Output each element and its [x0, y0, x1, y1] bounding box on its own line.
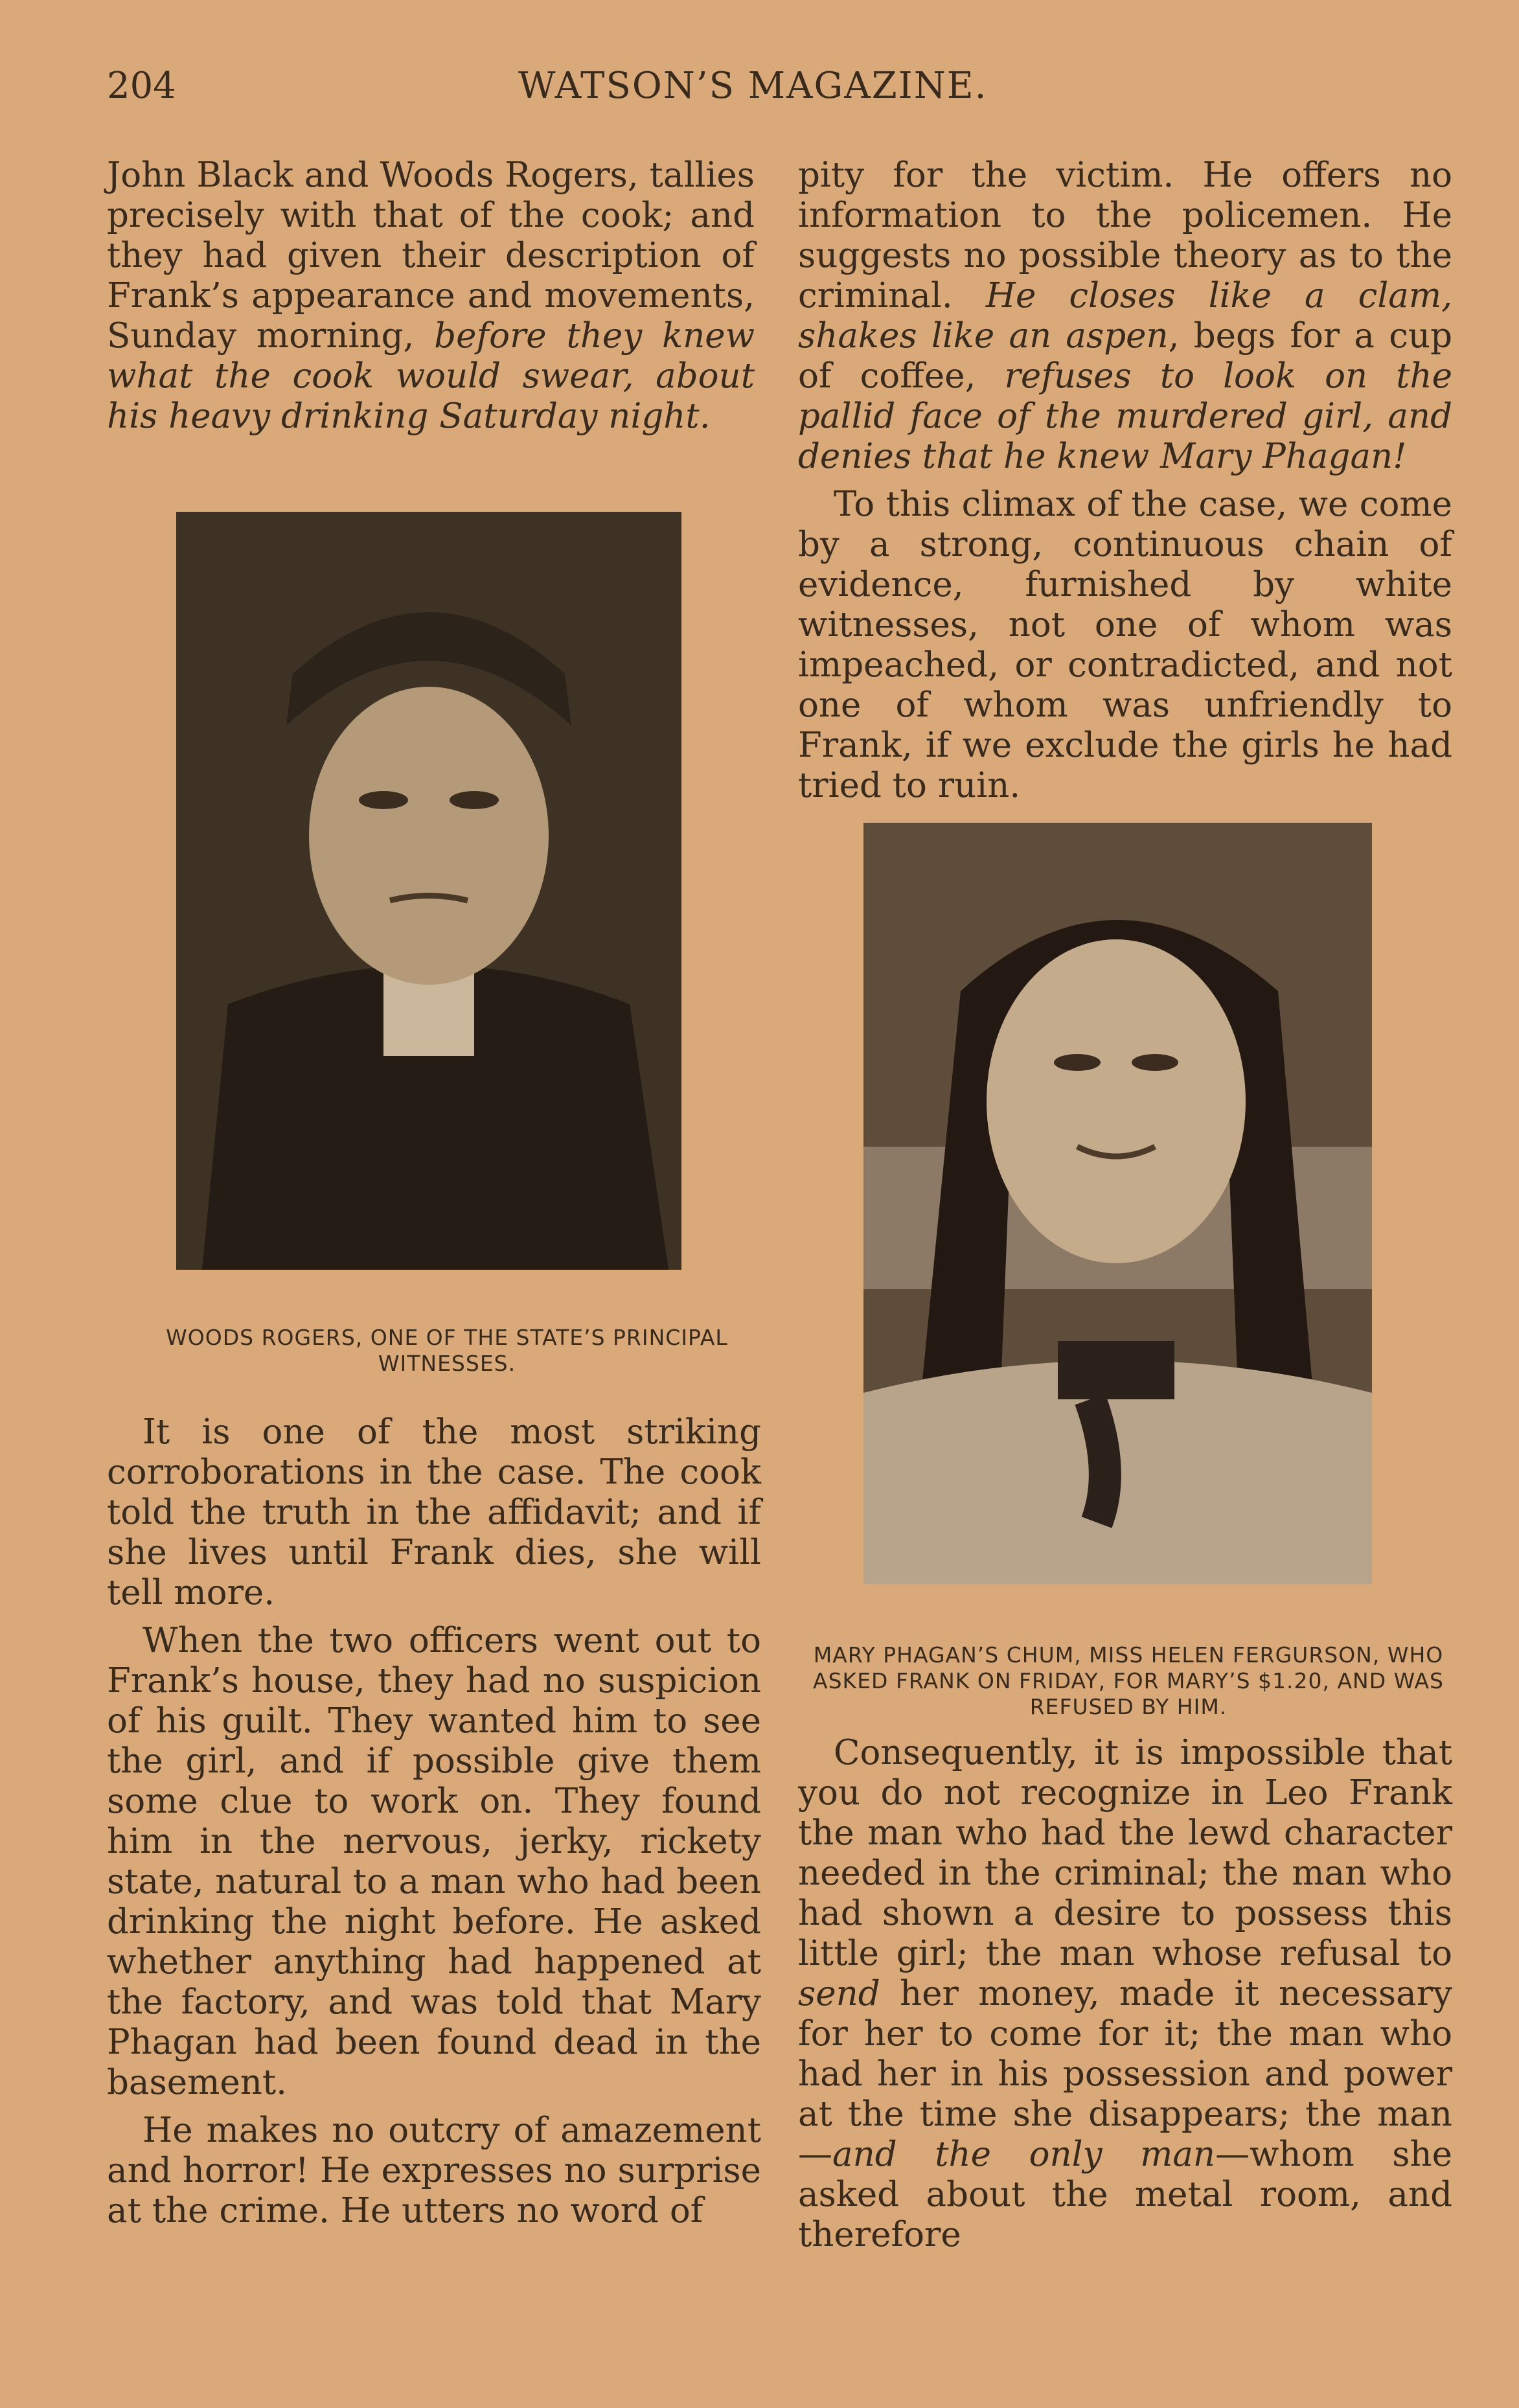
paragraph-text: her money, made it necessary for her to come for it; the man who had her in his possession and power at the time she disappears; the man— — [798, 1974, 1452, 2174]
italic-text: He closes like a clam, shakes like an aspen — [798, 276, 1452, 356]
paragraph-text: , begs for a cup of coffee, — [798, 316, 1452, 396]
paragraph — [798, 155, 1452, 477]
left-column-top — [107, 155, 755, 437]
paragraph-text: Consequently, it is impossible that you do not recognize in Leo Frank the man who had the lewd character needed in the criminal; the man who had shown a desire to possess this little girl; the man whose refusal to — [798, 1733, 1452, 1973]
paragraph: When the two officers went out to Frank’s house, they had no suspicion of his guilt. They wanted him to see the girl, and if possible give them some clue to work on. They found him in the nervous, jerky, rickety state, natural to a man who had been drinking the night before. He asked whether anything had happened at the factory, and was told that Mary Phagan had been found dead in the basement. — [107, 1621, 761, 2102]
photo-helen-ferguson — [863, 823, 1372, 1584]
paragraph: To this climax of the case, we come by a strong, continuous chain of evidence, furnished by white witnesses, not one of whom was impeached, or contradicted, and not one of whom was unfriendly to Frank, if we exclude the girls he had tried to ruin. — [798, 485, 1452, 805]
italic-text: refuses to look on the pallid face of the murdered girl, and denies that he knew Mary Phagan! — [798, 356, 1452, 476]
paragraph-text: —whom she asked about the metal room, and therefore — [798, 2135, 1452, 2254]
right-column-top — [798, 155, 1452, 806]
caption-helen-ferguson: MARY PHAGAN’S CHUM, MISS HELEN FERGURSON, WHO ASKED FRANK ON FRIDAY, FOR MARY’S $1.20, AND WAS REFUSED BY HIM. — [813, 1642, 1444, 1719]
portrait-image — [863, 823, 1372, 1584]
paragraph-text: pity for the victim. He offers no information to the policemen. He suggests no possible theory as to the criminal. — [798, 155, 1452, 315]
paragraph — [107, 155, 755, 437]
paragraph-text: John Black and Woods Rogers, tallies precisely with that of the cook; and they had given their description of Frank’s appearance and movements, Sunday morning, — [107, 155, 755, 356]
paragraph — [798, 1733, 1452, 2255]
page-number: 204 — [107, 65, 176, 107]
italic-text: send — [798, 1974, 880, 2013]
paragraph: He makes no outcry of amazement and horror! He expresses no surprise at the crime. He utters no word of — [107, 2111, 761, 2230]
right-column-bottom — [798, 1733, 1452, 2255]
photo-woods-rogers — [176, 512, 681, 1270]
caption-woods-rogers: WOODS ROGERS, ONE OF THE STATE’S PRINCIPAL WITNESSES. — [166, 1325, 728, 1376]
paragraph: It is one of the most striking corroborations in the case. The cook told the truth in the affidavit; and if she lives until Frank dies, she will tell more. — [107, 1412, 761, 1612]
left-column-middle — [107, 1412, 761, 2231]
italic-text: and the only man — [832, 2135, 1216, 2174]
running-title: WATSON’S MAGAZINE. — [518, 65, 988, 107]
italic-text: before they knew what the cook would swear, about his heavy drinking Saturday night. — [107, 316, 755, 436]
portrait-image — [176, 512, 681, 1270]
